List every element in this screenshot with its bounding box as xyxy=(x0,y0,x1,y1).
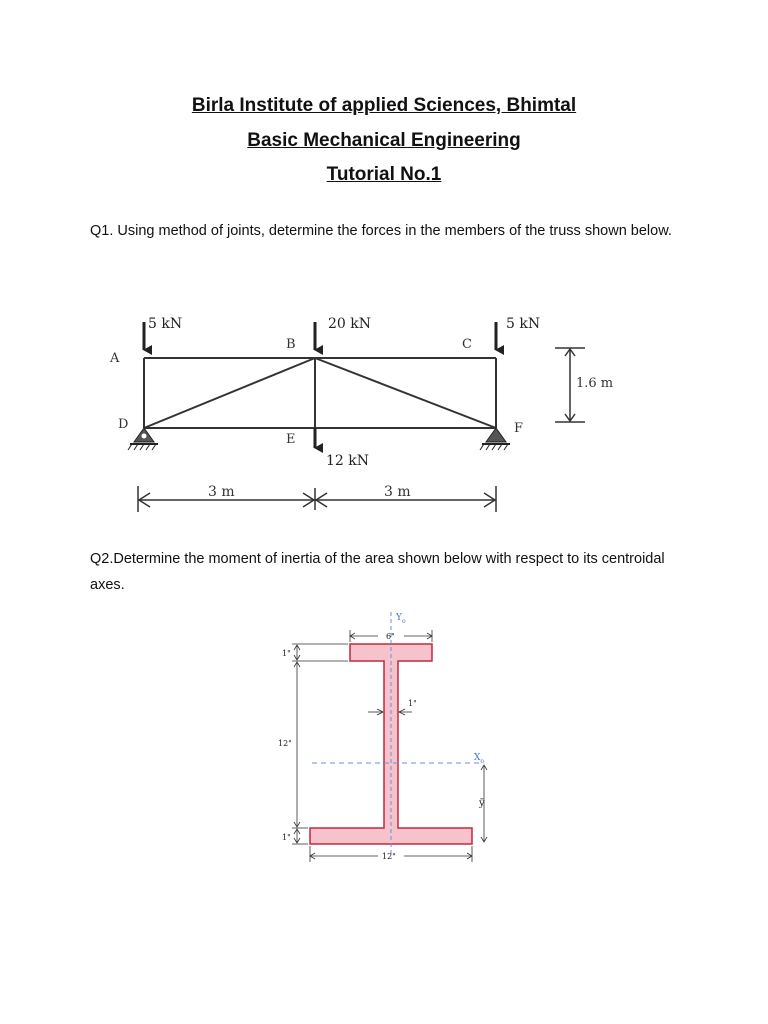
centroid-distance-label: ȳ xyxy=(479,798,485,809)
truss-diagram xyxy=(100,300,660,530)
y-axis-label: $Y_o$ xyxy=(396,613,406,625)
load-label-a: 5 kN xyxy=(148,316,183,332)
span-dimension xyxy=(138,486,496,512)
course-title: Basic Mechanical Engineering xyxy=(247,130,521,151)
bottom-flange-width-label: 12" xyxy=(382,852,396,861)
node-label-b: B xyxy=(286,337,296,352)
tutorial-title: Tutorial No.1 xyxy=(326,164,442,185)
node-label-c: C xyxy=(462,337,472,352)
roller-support-f xyxy=(480,428,510,450)
span-label-right: 3 m xyxy=(384,484,411,500)
pin-support-d xyxy=(128,428,158,450)
bottom-flange-thickness-label: 1" xyxy=(282,833,291,842)
load-label-c: 5 kN xyxy=(506,316,541,332)
height-label: 1.6 m xyxy=(576,376,614,391)
node-label-f: F xyxy=(514,421,524,436)
truss-member-db xyxy=(144,358,315,428)
i-beam-shape xyxy=(310,644,472,844)
node-label-e: E xyxy=(286,432,296,447)
institute-title: Birla Institute of applied Sciences, Bhimtal xyxy=(191,95,577,116)
node-label-d: D xyxy=(118,417,129,432)
question-2-text: Q2.Determine the moment of inertia of the area shown below with respect to its centroidal axes. xyxy=(90,551,665,593)
load-label-b: 20 kN xyxy=(328,316,371,332)
x-axis-label: $X_o$ xyxy=(474,753,485,765)
load-label-e: 12 kN xyxy=(326,453,369,469)
top-flange-thickness-label: 1" xyxy=(282,649,291,658)
web-height-label: 12" xyxy=(278,739,292,748)
node-label-a: A xyxy=(110,351,120,366)
top-flange-width-label: 6" xyxy=(386,632,395,641)
question-1-text: Q1. Using method of joints, determine the forces in the members of the truss shown below. xyxy=(90,223,672,239)
truss-member-bf xyxy=(315,358,496,428)
i-section-diagram xyxy=(270,600,510,880)
span-label-left: 3 m xyxy=(208,484,235,500)
web-thickness-label: 1" xyxy=(408,699,417,708)
